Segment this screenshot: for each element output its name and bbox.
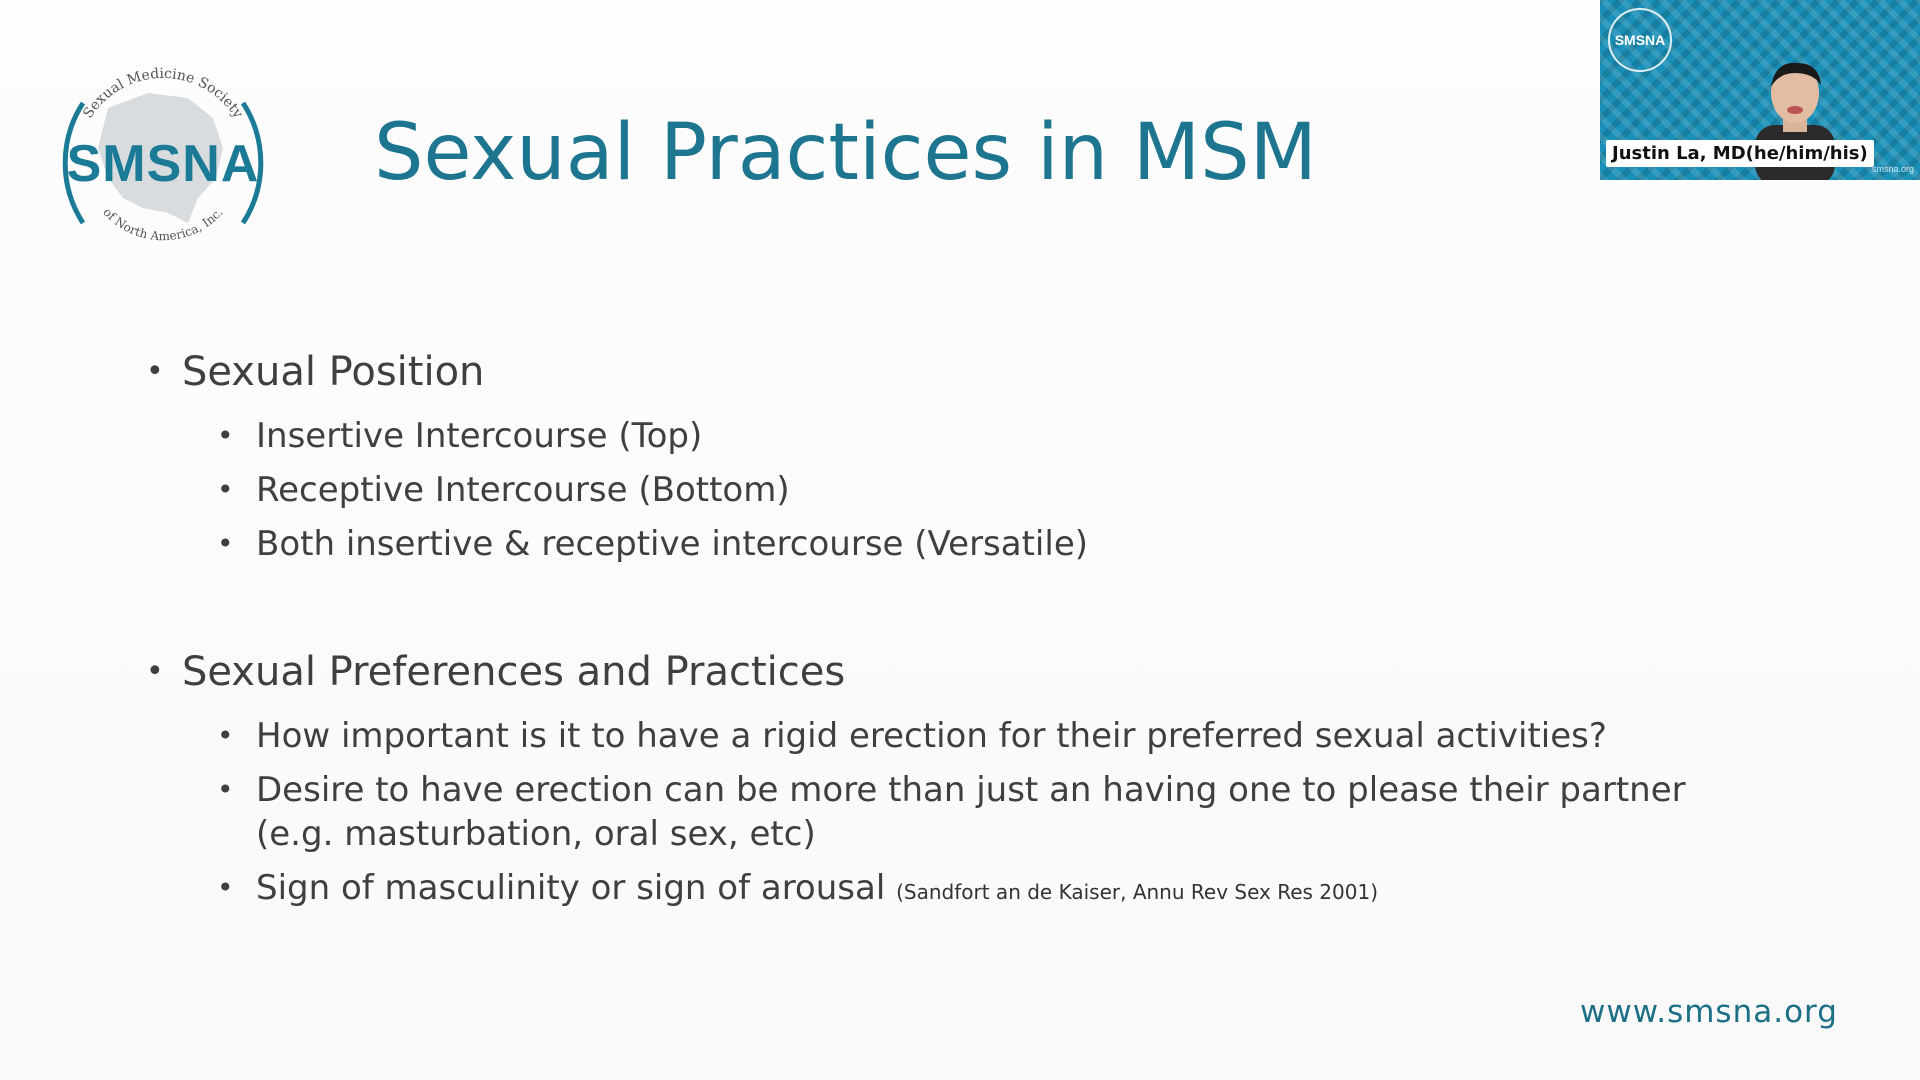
bullet-icon: • bbox=[217, 527, 234, 560]
smsna-logo bbox=[38, 38, 288, 288]
bullet-icon: • bbox=[146, 654, 164, 689]
logo-wordmark: SMSNA bbox=[66, 135, 260, 193]
bullet-item: • Both insertive & receptive intercourse (Versatile) bbox=[217, 524, 1089, 564]
bullet-heading: • Sexual Preferences and Practices bbox=[140, 640, 1740, 704]
participant-video-tile[interactable] bbox=[1600, 0, 1920, 180]
bullet-icon: • bbox=[217, 719, 234, 752]
bullet-icon: • bbox=[146, 354, 164, 389]
bullet-icon: • bbox=[217, 473, 234, 506]
participant-name-tag: Justin La, MD(he/him/his) bbox=[1606, 140, 1874, 167]
footer-url: www.smsna.org bbox=[1580, 994, 1838, 1030]
bullet-item: • Sign of masculinity or sign of arousal (Sandfort an de Kaiser, Annu Rev Sex Res 2001) bbox=[217, 868, 1379, 908]
slide-content bbox=[140, 340, 1740, 924]
bullet-item: • Receptive Intercourse (Bottom) bbox=[217, 470, 790, 510]
bullet-item: • How important is it to have a rigid erection for their preferred sexual activities? bbox=[217, 716, 1607, 756]
logo-arc-top-text: Sexual Medicine Society bbox=[80, 65, 246, 122]
video-logo-badge: SMSNA bbox=[1608, 8, 1672, 72]
bullet-icon: • bbox=[217, 419, 234, 452]
bullet-icon: • bbox=[217, 773, 234, 806]
bullet-icon: • bbox=[217, 871, 234, 904]
bullet-item: • Insertive Intercourse (Top) bbox=[217, 416, 703, 456]
citation: (Sandfort an de Kaiser, Annu Rev Sex Res 2001) bbox=[896, 880, 1379, 904]
logo-arc-bottom-text: of North America, Inc. bbox=[100, 205, 226, 244]
bullet-heading: • Sexual Position bbox=[140, 340, 1740, 404]
bullet-item: • Desire to have erection can be more than just an having one to please their partner (e.g. masturbation, oral sex, etc) bbox=[217, 770, 1686, 854]
slide-title: Sexual Practices in MSM bbox=[374, 108, 1317, 198]
video-small-url: smsna.org bbox=[1871, 164, 1914, 174]
